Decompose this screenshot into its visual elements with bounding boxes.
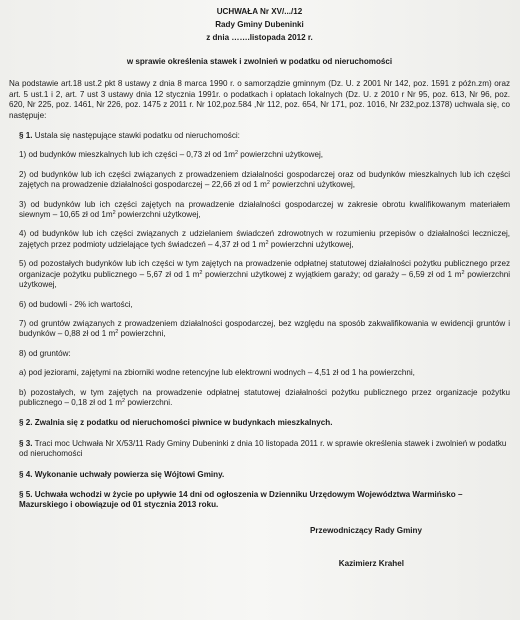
signatory-name: Kazimierz Krahel [338, 558, 404, 568]
section-3-text: Traci moc Uchwała Nr X/53/11 Rady Gminy Dubeninki z dnia 10 listopada 2011 r. w sprawie określenia stawek i zwolnień w podatku od nieruchomości [19, 438, 507, 459]
rate-item-8b: b) pozostałych, w tym zajętych na prowadzenie odpłatnej statutowej działalności pożytku publicznego przez organizacje pożytku publicznego – 0,18 zł od 1 $m^2$ powierzchni. [19, 387, 510, 407]
resolution-subject: w sprawie określenia stawek i zwolnień w podatku od nieruchomości [126, 57, 393, 66]
document-header [9, 6, 510, 44]
rate-item-6: 6) od budowli - 2% ich wartości, [19, 299, 133, 309]
rate-item-4: 4) od budynków lub ich części związanych z udzielaniem świadczeń zdrowotnych w rozumieniu przepisów o działalności leczniczej, zajętych przez podmioty udzielające tych świadczeń – 4,37 zł od 1 $m^2$ powierzchni użytkowej, [19, 229, 510, 249]
rate-item-3: 3) od budynków lub ich części zajętych na prowadzenie działalności gospodarczej w zakresie obrotu kwalifikowanym materiałem siewnym – 10,65 zł od $1m^2$ powierzchni użytkowej, [19, 199, 510, 220]
signatory-role: Przewodniczący Rady Gminy [309, 525, 422, 535]
section-5: § 5. Uchwała wchodzi w życie po upływie 14 dni od ogłoszenia w Dzienniku Urzędowym Województwa Warmińsko – Mazurskiego i obowiązuje od 01 stycznia 2013 roku. [19, 489, 463, 510]
section-1-intro [9, 131, 510, 141]
resolution-date: z dnia …….listopada 2012 r. [206, 33, 313, 42]
rate-item-8a: a) pod jeziorami, zajętymi na zbiorniki wodne retencyjne lub elektrowni wodnych – 4,51 zł od 1 ha powierzchni, [19, 368, 415, 378]
section-2: § 2. Zwalnia się z podatku od nieruchomości piwnice w budynkach mieszkalnych. [19, 418, 333, 428]
rate-item-2: 2) od budynków lub ich części związanych z prowadzeniem działalności gospodarczej oraz od budynków mieszkalnych lub ich części zajętych na prowadzenie działalności gospodarczej – 22,66 zł od 1 $m^2$ powierzchni użytkowej, [19, 169, 510, 190]
signature-block [9, 525, 510, 569]
rate-item-1: 1) od budynków mieszkalnych lub ich części – 0,73 zł od $1m^2$ powierzchni użytkowej, [19, 150, 324, 160]
rate-item-7: 7) od gruntów związanych z prowadzeniem działalności gospodarczej, bez względu na sposób zakwalifikowania w ewidencji gruntów i budynków – 0,88 zł od 1 $m^2$ powierzchni, [19, 318, 510, 339]
legal-basis-paragraph: Na podstawie art.18 ust.2 pkt 8 ustawy z dnia 8 marca 1990 r. o samorządzie gminnym (Dz. U. z 2001 Nr 142, poz. 1591 z późn.zm) oraz art. 5 ust.1 i 2, art. 7 ust 3 ustawy dnia 12 stycznia 1991r. o podatkach i opłatach lokalnych (Dz. U. z 2010 r Nr 95, poz. 613, Nr 96, poz. 620, Nr 225, poz. 1461, Nr 226, poz. 1475 z 2011 r. Nr 102,poz.584 ,Nr 112, poz. 654, Nr 171, poz. 1016, Nr 232,poz.1378) uchwala się, co następuje: [9, 79, 510, 120]
resolution-title: UCHWAŁA Nr XV/.../12 [216, 7, 303, 16]
section-1-intro-text: Ustala się następujące stawki podatku od nieruchomości: [34, 131, 240, 141]
section-3 [9, 439, 510, 460]
section-1-mark: § 1. [19, 131, 33, 141]
section-3-mark: § 3. [19, 438, 33, 448]
rate-item-5: 5) od pozostałych budynków lub ich części w tym zajętych na prowadzenie odpłatnej statutowej działalności pożytku publicznego przez organizacje pożytku publicznego – 5,67 zł od 1 $m^2$ powierzchni użytkowej z wyjątkiem garaży; od garaży – 6,59 zł od 1 $m^2$ powierzchni użytkowej, [19, 259, 510, 290]
rate-item-8: 8) od gruntów: [19, 348, 71, 358]
council-name: Rady Gminy Dubeninki [215, 20, 304, 29]
section-4: § 4. Wykonanie uchwały powierza się Wójtowi Gminy. [19, 469, 225, 479]
